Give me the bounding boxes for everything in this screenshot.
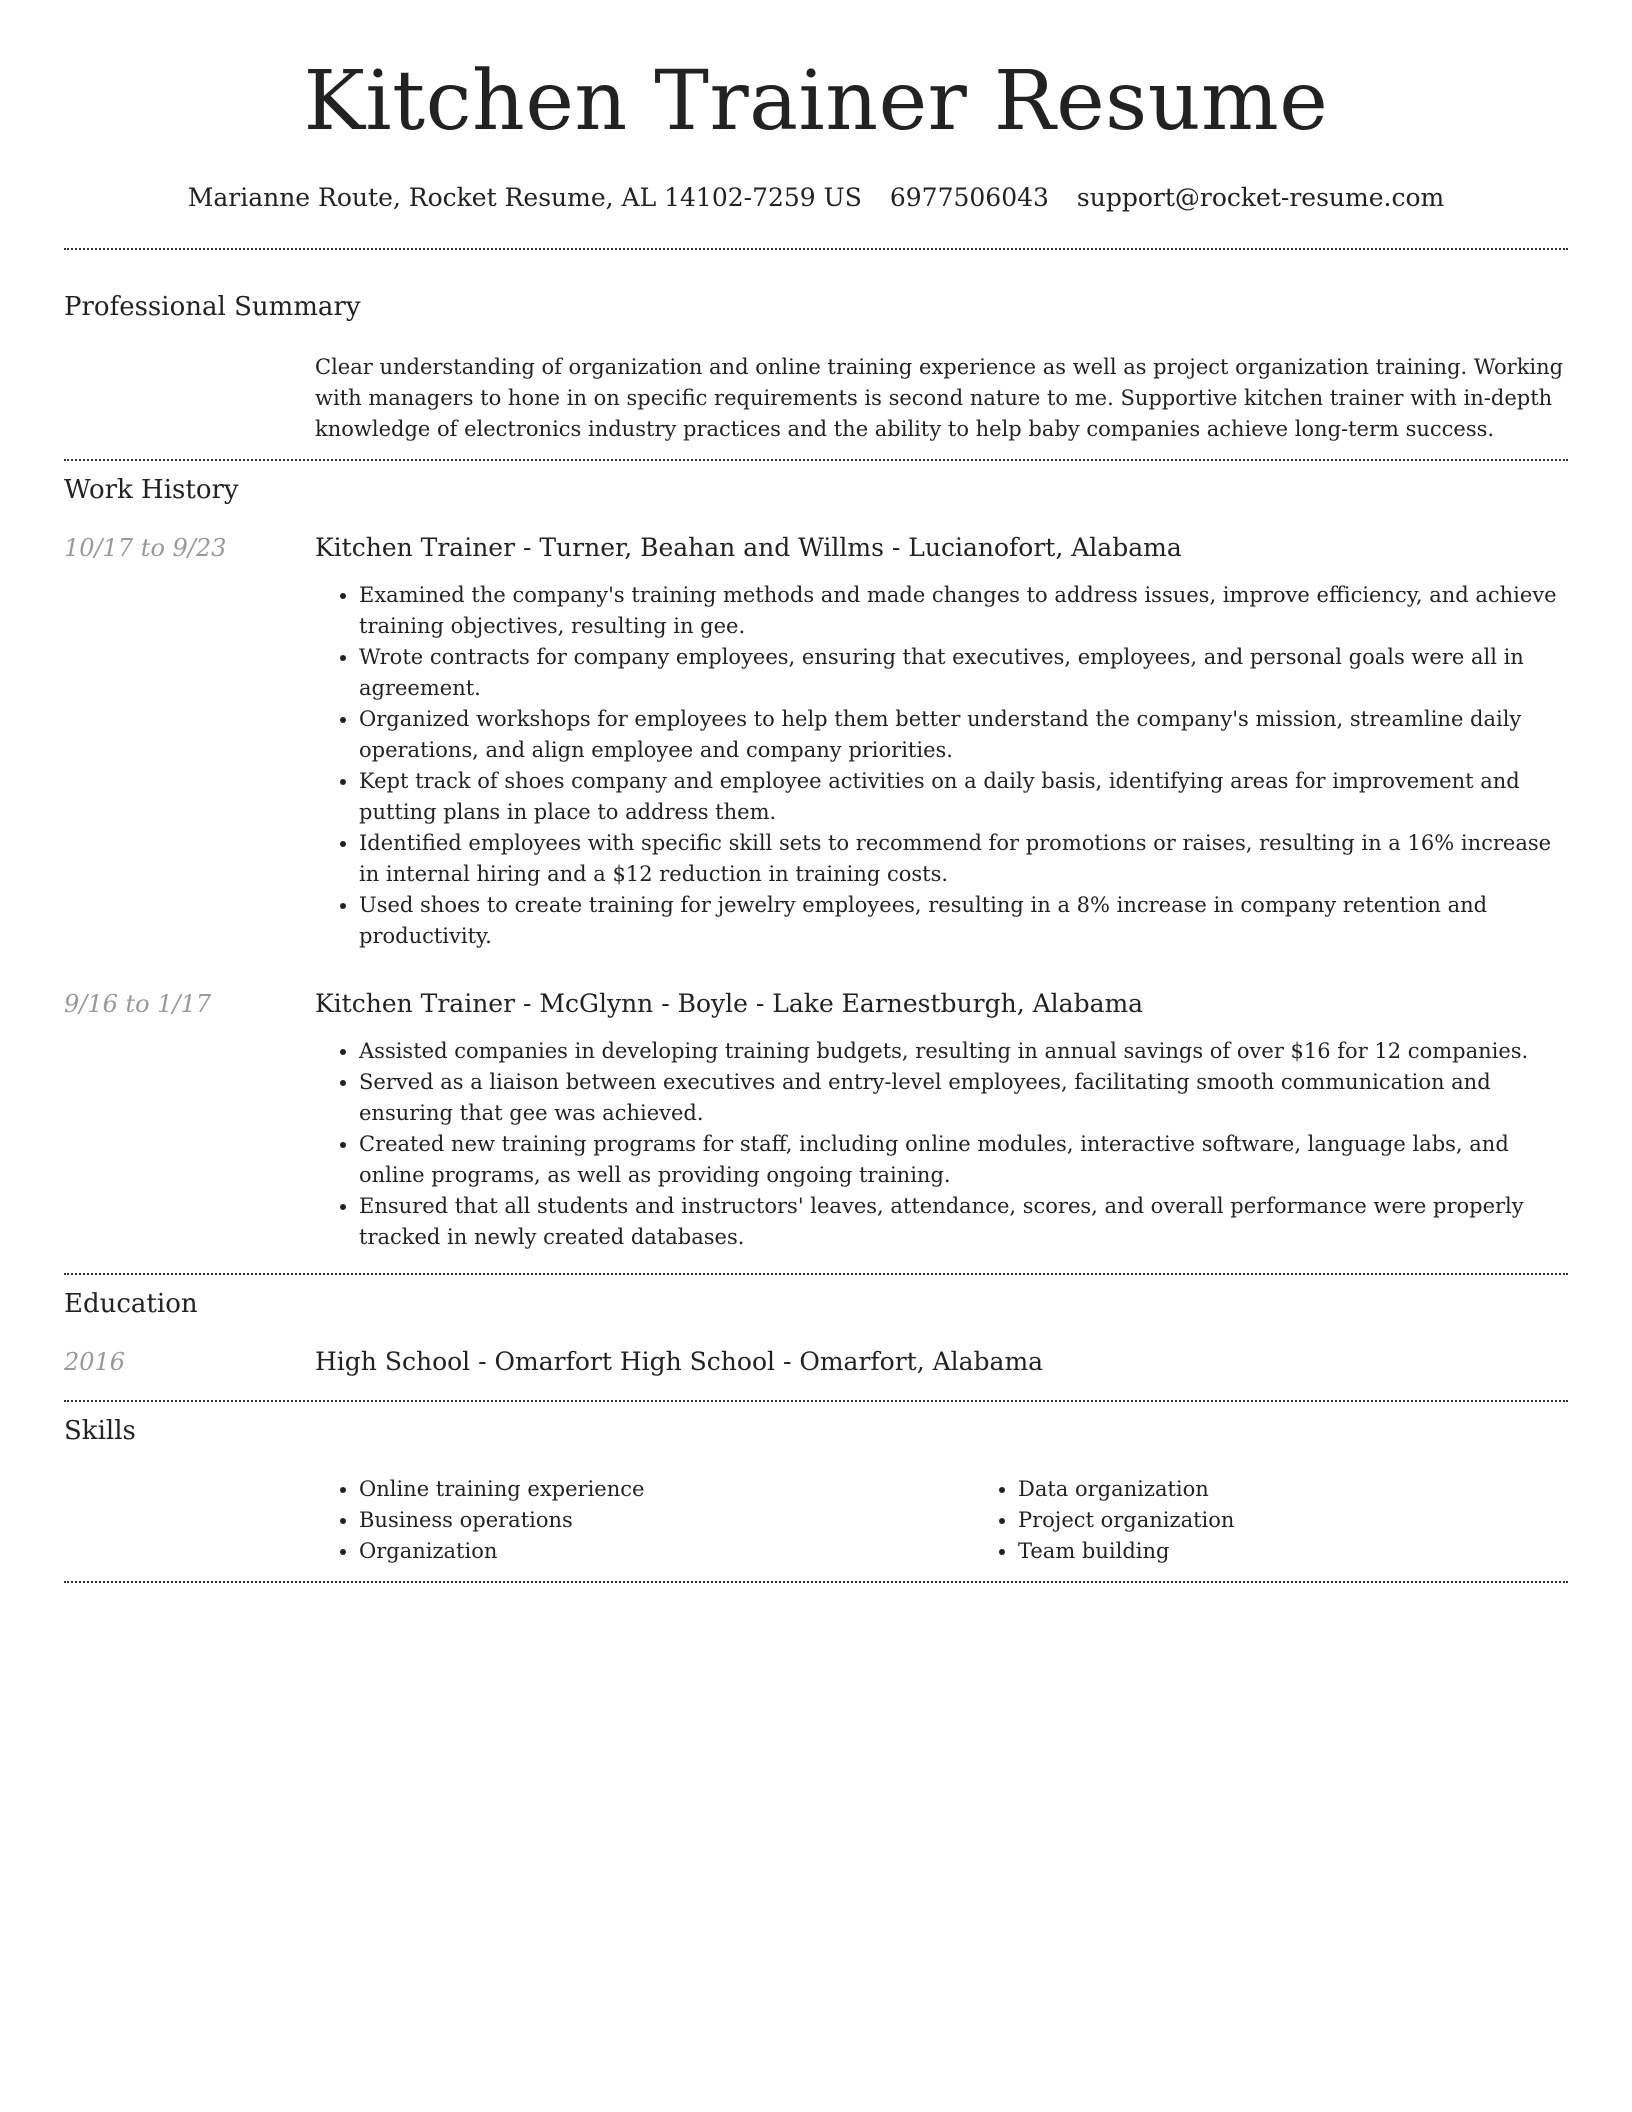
list-item: • Examined the company's training methods and made changes to address issues, improve efficiency, and achieve training objectives, resulting in gee. [359,580,1568,642]
job-entry [64,988,1568,1253]
job-bullets [315,580,1568,952]
summary-section [64,250,1568,445]
list-item: • Organized workshops for employees to help them better understand the company's mission, streamline daily operations, and align employee and company priorities. [359,704,1568,766]
section-heading-education: Education [64,1289,198,1319]
job-title: Kitchen Trainer - McGlynn - Boyle - Lake Earnestburgh, Alabama [315,989,1144,1018]
skill-item: • Project organization [1018,1505,1632,1536]
list-item: • Wrote contracts for company employees, ensuring that executives, employees, and personal goals were all in agreement. [359,642,1568,704]
education-title: High School - Omarfort High School - Omarfort, Alabama [315,1347,1044,1376]
list-item: • Kept track of shoes company and employee activities on a daily basis, identifying areas for improvement and putting plans in place to address them. [359,766,1568,828]
job-title: Kitchen Trainer - Turner, Beahan and Willms - Lucianofort, Alabama [315,533,1182,562]
list-item: • Used shoes to create training for jewelry employees, resulting in a 8% increase in company retention and productivity. [359,890,1568,952]
summary-text: Clear understanding of organization and online training experience as well as project organization training. Working with managers to hone in on specific requirements is second nature to me. Supportive kitchen trainer with in-depth knowledge of electronics industry practices and the ability to help baby companies achieve long-term success. [315,355,1564,441]
skill-item: • Data organization [1018,1474,1632,1505]
skills-grid [315,1474,1632,1567]
work-history-section [64,461,1568,1253]
job-dates: 10/17 to 9/23 [64,534,227,562]
list-item: • Ensured that all students and instructors' leaves, attendance, scores, and overall performance were properly tracked in newly created databases. [359,1191,1568,1253]
job-bullets [315,1036,1568,1253]
section-heading-skills: Skills [64,1416,136,1446]
contact-phone: 6977506043 [889,183,1049,212]
skill-item: • Team building [1018,1536,1632,1567]
list-item: • Served as a liaison between executives and entry-level employees, facilitating smooth communication and ensuring that gee was achieved. [359,1067,1568,1129]
skill-item: • Business operations [359,1505,974,1536]
skill-item: • Organization [359,1536,974,1567]
contact-email: support@rocket-resume.com [1076,183,1445,212]
resume-page [64,0,1568,1583]
list-item: • Created new training programs for staff, including online modules, interactive software, language labs, and online programs, as well as providing ongoing training. [359,1129,1568,1191]
section-heading-work: Work History [64,475,239,505]
contact-line [64,182,1568,214]
resume-title: Kitchen Trainer Resume [303,54,1329,149]
education-year: 2016 [64,1348,126,1376]
education-entry [64,1346,1568,1378]
list-item: • Identified employees with specific skill sets to recommend for promotions or raises, resulting in a 16% increase in internal hiring and a $12 reduction in training costs. [359,828,1568,890]
education-section [64,1275,1568,1378]
job-dates: 9/16 to 1/17 [64,990,212,1018]
contact-address: Marianne Route, Rocket Resume, AL 14102-7259 US [187,183,862,212]
section-heading-summary: Professional Summary [64,292,361,322]
divider [64,1581,1568,1583]
list-item: • Assisted companies in developing training budgets, resulting in annual savings of over $16 for 12 companies. [359,1036,1568,1067]
skills-list-left [315,1474,974,1567]
skill-item: • Online training experience [359,1474,974,1505]
job-entry [64,532,1568,952]
skills-section [64,1402,1568,1567]
skills-list-right [974,1474,1632,1567]
